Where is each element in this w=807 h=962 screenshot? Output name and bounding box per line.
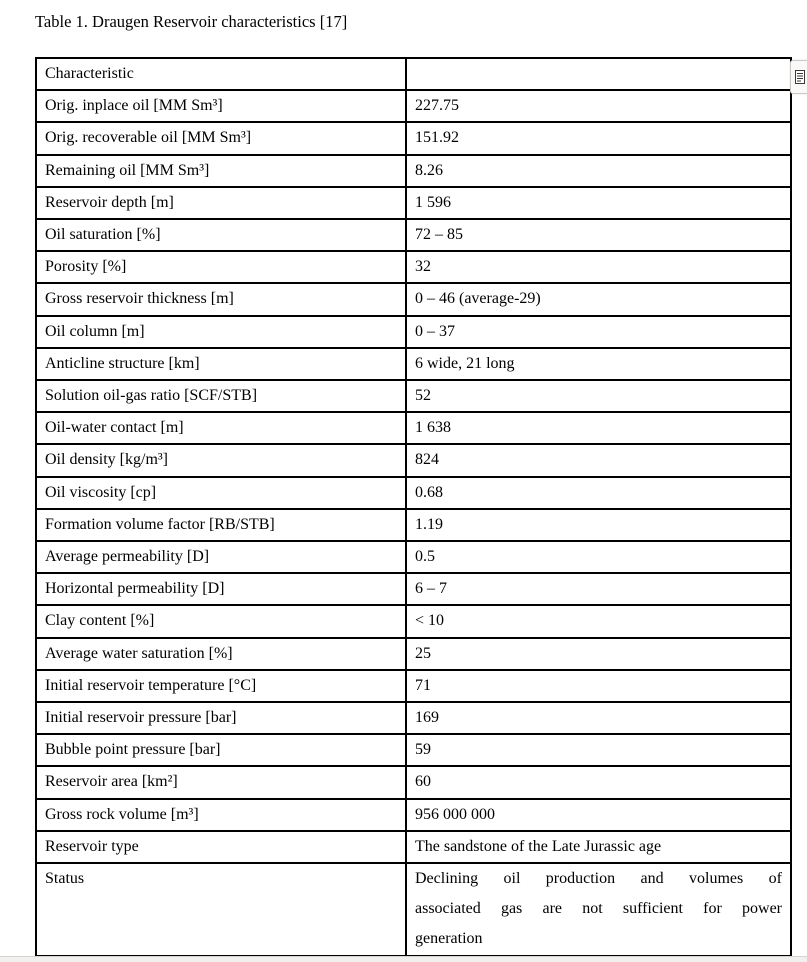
row-label: Oil saturation [%]	[36, 219, 406, 251]
row-label: Horizontal permeability [D]	[36, 573, 406, 605]
row-value: 169	[406, 702, 791, 734]
row-value: 1 638	[406, 412, 791, 444]
row-label: Oil column [m]	[36, 316, 406, 348]
row-value: 151.92	[406, 122, 791, 154]
row-label: Clay content [%]	[36, 605, 406, 637]
table-row	[36, 477, 791, 509]
row-label: Gross reservoir thickness [m]	[36, 283, 406, 315]
table-row	[36, 831, 791, 863]
row-label: Reservoir type	[36, 831, 406, 863]
row-label: Porosity [%]	[36, 251, 406, 283]
header-cell-value	[406, 58, 791, 90]
table-row	[36, 380, 791, 412]
row-value: 72 – 85	[406, 219, 791, 251]
header-cell-characteristic: Characteristic	[36, 58, 406, 90]
row-label: Orig. inplace oil [MM Sm³]	[36, 90, 406, 122]
row-value: 227.75	[406, 90, 791, 122]
row-value: The sandstone of the Late Jurassic age	[406, 831, 791, 863]
row-value: 59	[406, 734, 791, 766]
table-row	[36, 251, 791, 283]
row-value: 6 – 7	[406, 573, 791, 605]
page-bottom-edge	[0, 956, 807, 962]
row-value: 824	[406, 444, 791, 476]
row-label: Formation volume factor [RB/STB]	[36, 509, 406, 541]
row-value: 0.5	[406, 541, 791, 573]
row-value: 71	[406, 670, 791, 702]
table-row	[36, 766, 791, 798]
reservoir-characteristics-table	[35, 57, 792, 957]
table-row	[36, 122, 791, 154]
row-value: 32	[406, 251, 791, 283]
row-label: Gross rock volume [m³]	[36, 799, 406, 831]
table-row	[36, 219, 791, 251]
table-row	[36, 573, 791, 605]
row-label: Remaining oil [MM Sm³]	[36, 155, 406, 187]
row-label: Average water saturation [%]	[36, 638, 406, 670]
table-row	[36, 734, 791, 766]
row-label: Oil density [kg/m³]	[36, 444, 406, 476]
table-row	[36, 541, 791, 573]
table-row	[36, 316, 791, 348]
row-value: 956 000 000	[406, 799, 791, 831]
row-value: < 10	[406, 605, 791, 637]
table-row	[36, 638, 791, 670]
table-header-row	[36, 58, 791, 90]
table-row	[36, 348, 791, 380]
row-value: 0 – 37	[406, 316, 791, 348]
row-value: Declining oil production and volumes of associated gas are not sufficient for power generation	[406, 863, 791, 956]
row-value: 6 wide, 21 long	[406, 348, 791, 380]
row-label: Solution oil-gas ratio [SCF/STB]	[36, 380, 406, 412]
row-value: 0.68	[406, 477, 791, 509]
table-row	[36, 90, 791, 122]
row-value: 52	[406, 380, 791, 412]
table-row	[36, 863, 791, 956]
row-value: 1.19	[406, 509, 791, 541]
row-label: Initial reservoir pressure [bar]	[36, 702, 406, 734]
row-value: 1 596	[406, 187, 791, 219]
table-row	[36, 444, 791, 476]
row-value: 60	[406, 766, 791, 798]
row-label: Orig. recoverable oil [MM Sm³]	[36, 122, 406, 154]
table-row	[36, 155, 791, 187]
table-row	[36, 799, 791, 831]
row-value: 8.26	[406, 155, 791, 187]
table-caption: Table 1. Draugen Reservoir characteristics [17]	[35, 12, 348, 31]
characteristics-table-body	[36, 58, 791, 956]
text-annotation-icon	[795, 70, 805, 84]
row-label: Reservoir area [km²]	[36, 766, 406, 798]
row-label: Initial reservoir temperature [°C]	[36, 670, 406, 702]
table-row	[36, 283, 791, 315]
row-label: Oil viscosity [cp]	[36, 477, 406, 509]
table-row	[36, 670, 791, 702]
row-label: Average permeability [D]	[36, 541, 406, 573]
table-row	[36, 702, 791, 734]
table-row	[36, 412, 791, 444]
row-label: Oil-water contact [m]	[36, 412, 406, 444]
row-label: Reservoir depth [m]	[36, 187, 406, 219]
table-row	[36, 605, 791, 637]
table-row	[36, 509, 791, 541]
row-value: 0 – 46 (average-29)	[406, 283, 791, 315]
row-label: Anticline structure [km]	[36, 348, 406, 380]
table-row	[36, 187, 791, 219]
row-label: Bubble point pressure [bar]	[36, 734, 406, 766]
row-value: 25	[406, 638, 791, 670]
annotation-tool-button[interactable]	[790, 60, 807, 94]
row-label: Status	[36, 863, 406, 956]
